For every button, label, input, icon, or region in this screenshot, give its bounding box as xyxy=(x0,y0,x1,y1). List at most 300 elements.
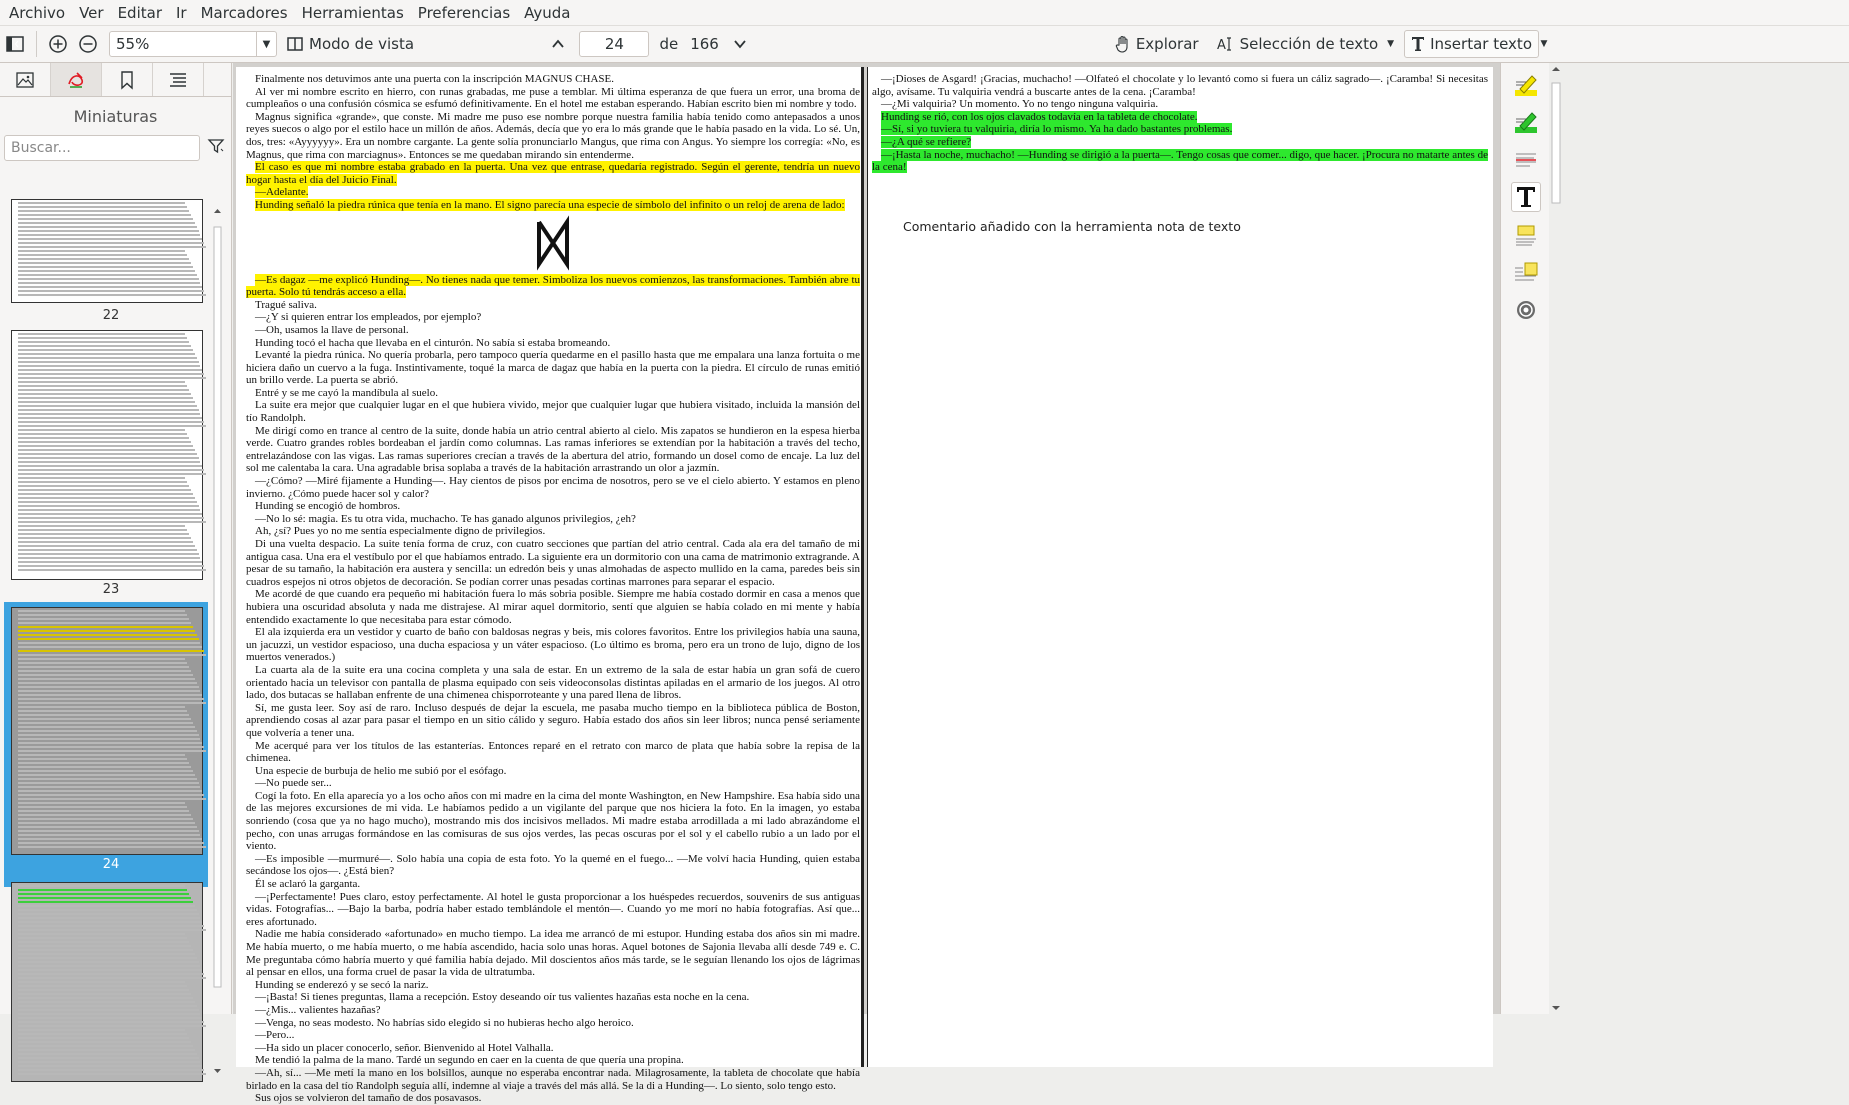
thumbnail-line xyxy=(18,465,202,467)
thumbnail-line xyxy=(18,658,185,660)
right-page-text xyxy=(872,73,1488,174)
menu-ver[interactable]: Ver xyxy=(79,3,104,22)
insert-text-button[interactable] xyxy=(1404,30,1539,58)
paragraph xyxy=(246,199,860,212)
thumbnail-line xyxy=(18,337,187,339)
thumbnail-line xyxy=(18,969,202,971)
thumbnail-line xyxy=(18,893,189,895)
paragraph xyxy=(246,299,860,312)
menu-ir[interactable]: Ir xyxy=(176,3,187,22)
sidebar-tabs xyxy=(0,63,231,97)
thumbnail-line xyxy=(18,282,200,284)
highlight-green-tool[interactable] xyxy=(1511,108,1541,138)
previous-page-button[interactable] xyxy=(543,29,573,59)
thumbnail-line xyxy=(18,774,195,776)
paragraph xyxy=(246,1017,860,1030)
text-tool[interactable] xyxy=(1511,182,1541,212)
menu-ayuda[interactable]: Ayuda xyxy=(524,3,571,22)
thumbnail-line xyxy=(18,501,197,503)
thumbnail-line xyxy=(18,945,191,947)
thumbnail-line xyxy=(18,246,206,248)
thumbnail-line xyxy=(18,694,202,696)
chevron-down-icon xyxy=(732,36,748,52)
thumbnail-line xyxy=(18,214,191,216)
paragraph xyxy=(246,525,860,538)
thumbnail-line xyxy=(18,838,202,840)
annotation-settings-button[interactable] xyxy=(1511,295,1541,325)
insert-text-dropdown[interactable] xyxy=(1539,29,1549,59)
thumbnail-line xyxy=(18,734,199,736)
paragraph-text: Hunding tocó el hacha que llevaba en el cinturón. No sabía si estaba bromeando. xyxy=(255,336,611,349)
paragraph-text: —¡Perfectamente! Pues claro, estoy perfectamente. Al hotel le gusta proporcionar a los huéspedes recuerdos, souvenirs de sus antiguas vidas. Fotografías... —Bajo la barba, podría haber estado temblándole el mentón—. Cuando yo me morí no había fotografías. Así que... eres afortunado. xyxy=(246,890,860,928)
paragraph xyxy=(872,149,1488,174)
left-page-text xyxy=(246,73,860,1105)
thumbnail-line xyxy=(18,702,206,704)
thumbnail-line xyxy=(18,634,197,636)
thumbnail-line xyxy=(18,202,185,204)
paragraph xyxy=(246,1067,860,1092)
view-mode-icon xyxy=(287,36,303,52)
bookmark-icon xyxy=(120,71,134,89)
text-select-icon xyxy=(1217,36,1235,52)
thumbnail-line xyxy=(18,513,202,515)
thumbnail-line xyxy=(18,662,187,664)
dagaz-rune-image xyxy=(246,218,860,270)
thumbnail-line xyxy=(18,610,185,612)
paragraph-text: —No lo sé: magia. Es tu otra vida, muchacho. Te has ganado algunos privilegios, ¿eh? xyxy=(255,512,636,525)
thumbnail-line xyxy=(18,670,191,672)
thumbnail-line xyxy=(18,1013,200,1015)
paragraph-text: Me tendió la palma de la mano. Tardé un segundo en caer en la cuenta de que quería una propina. xyxy=(255,1054,684,1067)
thumbnail-line xyxy=(18,750,206,752)
thumbnail-line xyxy=(18,1049,195,1051)
thumbnail-line xyxy=(18,529,187,531)
thumbnail-line xyxy=(18,810,189,812)
paragraph-text: Di una vuelta despacio. La suite tenía forma de cruz, con cuatro secciones que partían del atrio central. Cada ala era del tamaño de mi antigua casa. Una era el vestíbulo por el que habíamos entrado. La siguiente era un dormitorio con una cama de matrimonio extragrande. A pesar de su tamaño, la habitación era austera y sencilla: un edredón beis y unas almohadas de aspecto mullido en la cama, paredes beis sin cuadros espejos ni otros objetos de decoración. Se podían correr unas pesadas cortinas marrones para separar el espacio. xyxy=(246,538,860,588)
thumbnail-line xyxy=(18,373,204,375)
sidebar-title: Miniaturas xyxy=(73,107,158,126)
thumbnail-line xyxy=(18,421,204,423)
tab-annotations[interactable] xyxy=(51,63,102,96)
chevron-up-icon xyxy=(550,36,566,52)
thumbnail-line xyxy=(18,626,193,628)
thumbnail-line xyxy=(18,413,200,415)
thumbnail-line xyxy=(18,842,204,844)
thumbnail-text xyxy=(12,202,202,296)
next-page-button[interactable] xyxy=(725,29,755,59)
paragraph-text: Cogí la foto. En ella aparecía yo a los ocho años con mi madre en la cima del monte Washington, en New Hampshire. Esa había sido una de las mejores excursiones de mi vida. Le habíamos pedido a un vigilante del parque que nos hiciera la foto. En la imagen, yo estaba sonriendo (cosa que ya no hago mucho), mostrando mis dos incisivos mellados. Mi madre estaba arrodillada a mi lado abrazándome el pecho, con unas arrugas formándose en las comisuras de sus ojos verdes, las pecas oscuras por el sol y el cabello rubio a un lado por el viento. xyxy=(246,789,860,853)
thumbnail-line xyxy=(18,1025,206,1027)
thumbnail-line xyxy=(18,917,200,919)
paragraph-text: —Es imposible —murmuré—. Solo había una copia de esta foto. Yo la quemé en el fuego... —Me volví hacia Hunding, quien estaba secándose los ojos—. ¿Está bien? xyxy=(246,852,860,878)
highlighted-text[interactable]: Hunding señaló la piedra rúnica que tenía en la mano. El signo parecía una especie de símbolo del infinito o un reloj de arena de lado: xyxy=(255,198,845,211)
highlight-yellow-tool[interactable] xyxy=(1511,71,1541,101)
paragraph-text: —Oh, usamos la llave de personal. xyxy=(255,323,409,336)
sticky-note-tool[interactable] xyxy=(1511,221,1541,251)
thumbnail-line xyxy=(18,489,191,491)
paragraph xyxy=(246,979,860,992)
thumbnail-line xyxy=(18,405,197,407)
thumbnail-page-22[interactable] xyxy=(11,199,203,303)
thumbnail-line xyxy=(18,545,195,547)
thumbnail-line xyxy=(18,349,193,351)
thumbnail-line xyxy=(18,417,202,419)
thumbnail-line xyxy=(18,429,185,431)
paragraph xyxy=(246,186,860,199)
thumbnail-line xyxy=(18,553,199,555)
thumbnail-line xyxy=(18,369,202,371)
thumbnail-line xyxy=(18,206,187,208)
paragraph xyxy=(246,702,860,740)
paragraph-text: Sus ojos se volvieron del tamaño de dos posavasos. xyxy=(255,1092,482,1105)
paragraph-text: —¡Basta! Si tienes preguntas, llama a recepción. Estoy deseando oír tus valientes hazañas esta noche en la cena. xyxy=(255,991,750,1004)
thumbnail-line xyxy=(18,710,187,712)
thumbnail-line xyxy=(18,425,206,427)
chevron-down-icon: ▼ xyxy=(1387,39,1395,49)
thumbnail-line xyxy=(18,790,202,792)
thumbnail-line xyxy=(18,949,193,951)
thumbnail-line xyxy=(18,885,185,887)
highlighted-text[interactable]: —Adelante. xyxy=(255,186,309,199)
thumbnail-line xyxy=(18,222,195,224)
sticky-note-icon xyxy=(1512,222,1540,250)
chevron-down-icon: ▼ xyxy=(256,32,276,56)
thumbnail-line xyxy=(18,1005,197,1007)
thumbnail-line xyxy=(18,1041,191,1043)
thumbnail-line xyxy=(18,226,197,228)
thumbnail-line xyxy=(18,230,199,232)
paragraph-text: —¿Cómo? —Miré fijamente a Hunding—. Hay cientos de pisos por encima de nosotros, pero se ve el cielo abierto. Y estamos en pleno invierno. ¿Cómo puede hacer sol y calor? xyxy=(246,475,860,500)
text-selection-button[interactable] xyxy=(1211,29,1400,59)
thumbnail-line xyxy=(18,726,195,728)
thumbnail-line xyxy=(18,622,191,624)
thumbnail-line xyxy=(18,806,187,808)
highlighted-text[interactable]: —¿A qué se refiere? xyxy=(881,135,972,148)
highlighted-text[interactable]: —¡Hasta la noche, muchacho! —Hunding se dirigió a la puerta—. Tengo cosas que comer... digo, que hacer. ¡Procura no matarte antes de la cena! xyxy=(872,148,1488,174)
thumbnail-line xyxy=(18,698,204,700)
thumbnail-line xyxy=(18,690,200,692)
paragraph xyxy=(872,123,1488,136)
thumbnail-page-24[interactable] xyxy=(11,607,203,855)
paragraph xyxy=(246,349,860,387)
thumbnail-text xyxy=(12,333,202,571)
menu-archivo[interactable]: Archivo xyxy=(9,3,66,22)
paragraph xyxy=(246,626,860,664)
thumbnail-line xyxy=(18,638,199,640)
thumbnail-line xyxy=(18,905,195,907)
thumbnail-line xyxy=(18,766,191,768)
highlighter-yellow-icon xyxy=(1512,72,1540,100)
thumbnail-page-25[interactable] xyxy=(11,882,203,1082)
thumbnail-line xyxy=(18,333,185,335)
menu-preferencias[interactable]: Preferencias xyxy=(417,3,511,22)
paragraph-text: —Pero... xyxy=(255,1029,295,1042)
paragraph-text: Me dirigí como en trance al centro de la suite, donde había un atrio central abierto al cielo. Mis zapatos se hundieron en la espesa hierba verde. Cuatro grandes robles bordeaban el jardín como columnas. Las ramas inferiores se extendían por la habitación a través del techo, entrelazándose con las vigas. Las ramas superiores crecían a través de la abertura del atrio, formando un dosel como de encaje. La luz del sol me calentaba la cara. Una agradable brisa soplaba a través de la habitación arrastrando un olor a jazmín. xyxy=(246,424,860,475)
paragraph-text: Nadie me había considerado «afortunado» en mucho tiempo. La idea me arrancó de mi estupor. Hunding estaba dos años sin mi madre. Me había muerto, o me había muerto, o me había ascendido, hacia solo unas horas. Aquel botones de Sajonia llevaba allí desde 749 e. C. Me preguntaba cómo habría muerto y qué familia había dejado. Mil doscientos años más tarde, se le seguían llenando los ojos de lágrimas al pensar en ellos, una forma cruel de pasar la vida de ultratumba. xyxy=(246,928,860,979)
zoom-combobox[interactable] xyxy=(109,31,277,57)
thumbnail-line xyxy=(18,270,195,272)
paragraph xyxy=(246,878,860,891)
thumbnail-line xyxy=(18,722,193,724)
thumbnail-line xyxy=(18,294,206,296)
tab-outline[interactable] xyxy=(153,63,204,96)
thumbnail-line xyxy=(18,822,195,824)
menu-editar[interactable]: Editar xyxy=(117,3,162,22)
text-note-annotation[interactable]: Comentario añadido con la herramienta nota de texto xyxy=(903,219,1241,234)
zoom-in-button[interactable] xyxy=(43,29,73,59)
thumbnail-line xyxy=(18,993,191,995)
thumbnail-line xyxy=(18,505,199,507)
thumbnail-line xyxy=(18,933,185,935)
thumbnail-line xyxy=(18,642,200,644)
paragraph xyxy=(246,311,860,324)
thumbnail-page-23[interactable] xyxy=(11,330,203,580)
thumbnail-line xyxy=(18,770,193,772)
paragraph xyxy=(246,274,860,299)
sidebar-scrollbar[interactable] xyxy=(213,207,222,1077)
thumbnail-line xyxy=(18,521,206,523)
document-scrollbar[interactable] xyxy=(1549,63,1849,1014)
thumbnail-line xyxy=(18,1057,199,1059)
strikeout-tool[interactable] xyxy=(1511,145,1541,175)
thumbnail-line xyxy=(18,758,187,760)
highlighted-text[interactable]: Hunding se rió, con los ojos clavados todavía en la tableta de chocolate. xyxy=(881,110,1198,123)
thumbnail-line xyxy=(18,921,202,923)
paragraph-text: Magnus significa «grande», que conste. Mi madre me puso ese nombre porque nuestra familia había tenido como antepasados a unos reyes suecos o algo por el estilo hace un millón de años. Además, decía que yo era lo más grande que le había pasado en la vida. Lo sé. Un, dos, tres: «Ayyyyyy». Era un nombre cargante. La gente solía pronunciarlo Mangus, que rima con Angus. Yo siempre los corregía: «No, es Magnus, que rima con marciagnus». Entonces se me quedaban mirando sin entenderme. xyxy=(246,110,860,161)
thumbnail-line xyxy=(18,290,204,292)
thumbnail-line xyxy=(18,834,200,836)
browse-tool-button[interactable] xyxy=(1109,29,1205,59)
paragraph-text: Sí, me gusta leer. Soy así de raro. Incluso después de dejar la escuela, me pasaba mucho tiempo en la biblioteca pública de Boston, aprendiendo cosas al azar para pasar el tiempo en un sitio cálido y seguro. Había estado dos años sin leer libros; nunca pensé seriamente que volvería a tener una. xyxy=(246,701,860,739)
thumbnail-line xyxy=(18,1073,206,1075)
thumbnail-line xyxy=(18,981,185,983)
thumbnail-line xyxy=(18,901,193,903)
thumbnail-line xyxy=(18,497,195,499)
menu-herramientas[interactable]: Herramientas xyxy=(301,3,404,22)
paragraph-text: Me acordé de que cuando era pequeño mi habitación fuera lo más sobria posible. Siempre me había costado dormir en casa a menos que hubiera una oscuridad absoluta y nada me distrajese. Al mirar aquel dormitorio, sentí que alguien se había colado en mi mente y había entendido exactamente lo que necesitaba para estar cómodo. xyxy=(246,588,860,626)
thumbnail-line xyxy=(18,782,199,784)
paragraph xyxy=(872,136,1488,149)
thumbnail-line xyxy=(18,826,197,828)
document-view[interactable] xyxy=(233,63,1500,1105)
thumbnail-line xyxy=(18,561,202,563)
paragraph xyxy=(246,1042,860,1055)
thumbnail-line xyxy=(18,1069,204,1071)
thumbnail-line xyxy=(18,1053,197,1055)
thumbnail-line xyxy=(18,274,197,276)
main-toolbar xyxy=(0,26,1849,63)
hand-icon xyxy=(1115,35,1131,53)
thumbnail-line xyxy=(18,541,193,543)
thumbnail-line xyxy=(18,941,189,943)
page-left xyxy=(236,67,864,1105)
page-number-input[interactable]: 24 xyxy=(579,31,649,57)
thumbnail-line xyxy=(18,250,185,252)
thumbnail-line xyxy=(18,630,195,632)
thumbnail-line xyxy=(18,1061,200,1063)
thumbnail-line xyxy=(18,1065,202,1067)
paragraph-text: Finalmente nos detuvimos ante una puerta con la inscripción MAGNUS CHASE. xyxy=(255,73,614,85)
thumbnail-line xyxy=(18,678,195,680)
thumbnail-line xyxy=(18,897,191,899)
text-tool-icon xyxy=(1411,36,1425,52)
tab-bookmarks[interactable] xyxy=(102,63,153,96)
thumbnail-line xyxy=(18,525,185,527)
view-mode-button[interactable] xyxy=(287,29,414,59)
thumbnail-line xyxy=(18,674,193,676)
paragraph xyxy=(246,991,860,1004)
paragraph xyxy=(246,1092,860,1105)
popup-note-tool[interactable] xyxy=(1511,258,1541,288)
thumbnail-line xyxy=(18,218,193,220)
text-selection-label: Selección de texto xyxy=(1239,35,1379,53)
sidebar xyxy=(0,63,232,1014)
thumbnail-line xyxy=(18,1029,185,1031)
paragraph xyxy=(246,111,860,161)
page-total: 166 xyxy=(690,35,719,53)
paragraph xyxy=(246,500,860,513)
thumbnail-line xyxy=(18,997,193,999)
thumbnail-line xyxy=(18,357,197,359)
thumbnail-line xyxy=(18,341,189,343)
tab-thumbnails[interactable] xyxy=(0,63,51,96)
paragraph-text: —¿Mis... valientes hazañas? xyxy=(255,1003,381,1016)
paragraph xyxy=(246,1054,860,1067)
thumbnail-line xyxy=(18,453,197,455)
thumbnail-line xyxy=(18,989,189,991)
paragraph xyxy=(246,891,860,929)
paragraph-text: —¿Mi valquiria? Un momento. Yo no tengo ninguna valquiria. xyxy=(881,98,1159,111)
thumbnail-line xyxy=(18,278,199,280)
paragraph-text: Entré y se me cayó la mandíbula al suelo. xyxy=(255,386,438,399)
sidebar-search-row xyxy=(0,133,231,163)
thumbnail-search-input[interactable]: Buscar... xyxy=(4,135,200,161)
thumbnail-line xyxy=(18,517,204,519)
thumbnail-line xyxy=(18,925,204,927)
zoom-out-button[interactable] xyxy=(73,29,103,59)
thumbnail-line xyxy=(18,266,193,268)
highlighted-text[interactable]: El caso es que mi nombre estaba grabado en la puerta. Una vez que entrase, quedaría registrado. Según el gerente, tendría un nuevo hogar hasta el día del Juicio Final. xyxy=(246,161,860,186)
thumbnail-line xyxy=(18,449,195,451)
thumbnail-line xyxy=(18,957,197,959)
thumbnail-line xyxy=(18,238,202,240)
thumbnail-line xyxy=(18,650,204,652)
paragraph xyxy=(246,588,860,626)
svg-text:A: A xyxy=(1216,38,1226,53)
thumbnail-line xyxy=(18,385,187,387)
browse-label: Explorar xyxy=(1135,35,1199,53)
thumbnail-line xyxy=(18,1037,189,1039)
thumbnail-line xyxy=(18,533,189,535)
paragraph xyxy=(246,337,860,350)
highlighted-text[interactable]: —Es dagaz —me explicó Hunding—. No tienes nada que temer. Simboliza los nuevos comienzos, las transformaciones. También abre tu puerta. Solo tú tendrás acceso a ella. xyxy=(246,273,860,299)
paragraph xyxy=(246,777,860,790)
thumbnail-line xyxy=(18,365,200,367)
thumbnail-line xyxy=(18,569,206,571)
thumbnail-line xyxy=(18,409,199,411)
thumbnail-line xyxy=(18,254,187,256)
thumbnail-line xyxy=(18,953,195,955)
thumbnail-line xyxy=(18,389,189,391)
thumbnail-line xyxy=(18,666,189,668)
thumbnail-line xyxy=(18,1017,202,1019)
thumbnail-line xyxy=(18,393,191,395)
thumbnail-line xyxy=(18,718,191,720)
thumbnail-line xyxy=(18,509,200,511)
paragraph-text: El ala izquierda era un vestidor y cuarto de baño con baldosas negras y beis, mis colores favoritos. Entre los privilegios había una sauna, un jacuzzi, un vestidor espacioso, una ducha espaciosa y un váter espacioso. (Lo último es broma, pero era un trono de lujo, digno de los muertos venerados.) xyxy=(246,626,860,664)
paragraph-text: Una especie de burbuja de helio me subió por el esófago. xyxy=(255,764,507,777)
thumbnail-line xyxy=(18,493,193,495)
thumbnail-line xyxy=(18,469,204,471)
highlighter-green-icon xyxy=(1512,109,1540,137)
insert-text-label: Insertar texto xyxy=(1430,35,1532,53)
thumbnail-line xyxy=(18,353,195,355)
paragraph-text: Hunding se enderezó y se secó la nariz. xyxy=(255,978,429,991)
thumbnail-line xyxy=(18,778,197,780)
paragraph xyxy=(246,73,860,86)
paragraph xyxy=(246,928,860,978)
thumbnail-line xyxy=(18,445,193,447)
thumbnail-line xyxy=(18,714,189,716)
thumbnail-line xyxy=(18,242,204,244)
thumbnail-line xyxy=(18,977,206,979)
highlighted-text[interactable]: —Sí, si yo tuviera tu valquiria, diría lo mismo. Ya ha dado bastantes problemas. xyxy=(881,123,1233,136)
paragraph xyxy=(246,853,860,878)
thumbnail-label: 23 xyxy=(102,582,120,597)
thumbnail-line xyxy=(18,973,204,975)
thumbnail-line xyxy=(18,1009,199,1011)
thumbnail-line xyxy=(18,614,187,616)
paragraph xyxy=(246,740,860,765)
menu-marcadores[interactable]: Marcadores xyxy=(200,3,288,22)
filter-icon[interactable] xyxy=(208,138,224,158)
paragraph-text: Al ver mi nombre escrito en hierro, con runas grabadas, me puse a temblar. Mi última esperanza de que fuera un error, una broma de cumpleaños o una confusión cósmica se esfumó definitivamente. En el hotel me estaban esperando. Habían escrito bien mi nombre y todo. xyxy=(246,85,860,111)
thumbnail-line xyxy=(18,706,185,708)
thumbnail-line xyxy=(18,802,185,804)
paragraph xyxy=(246,324,860,337)
paragraph-text: La suite era mejor que cualquier lugar en el que hubiera vivido, mejor que cualquier lugar que hubiera visitado, incluida la mansión del tío Randolph. xyxy=(246,399,860,425)
thumbnail-line xyxy=(18,262,191,264)
thumbnail-line xyxy=(18,830,199,832)
thumbnail-line xyxy=(18,1021,204,1023)
annotation-tools-panel xyxy=(1500,63,1549,1014)
view-mode-label: Modo de vista xyxy=(309,35,415,53)
thumbnail-text xyxy=(12,885,202,1075)
thumbnail-line xyxy=(18,985,187,987)
menu-bar xyxy=(0,0,1849,26)
paragraph xyxy=(246,790,860,853)
paragraph xyxy=(246,161,860,186)
thumbnail-line xyxy=(18,433,187,435)
thumbnail-line xyxy=(18,565,204,567)
thumbnail-line xyxy=(18,481,187,483)
thumbnail-text xyxy=(12,610,202,848)
thumbnail-line xyxy=(18,965,200,967)
thumbnail-line xyxy=(18,477,185,479)
thumbnail-line xyxy=(18,473,206,475)
page-of-label: de xyxy=(659,35,679,53)
zoom-value: 55% xyxy=(116,35,150,53)
thumbnail-line xyxy=(18,846,206,848)
thumbnail-line xyxy=(18,889,187,891)
paragraph-text: Tragué saliva. xyxy=(255,298,317,311)
thumbnail-line xyxy=(18,345,191,347)
thumbnail-line xyxy=(18,557,200,559)
sidebar-toggle-icon xyxy=(6,36,24,52)
thumbnail-line xyxy=(18,1001,195,1003)
toggle-sidebar-button[interactable] xyxy=(0,29,30,59)
thumbnail-line xyxy=(18,397,193,399)
